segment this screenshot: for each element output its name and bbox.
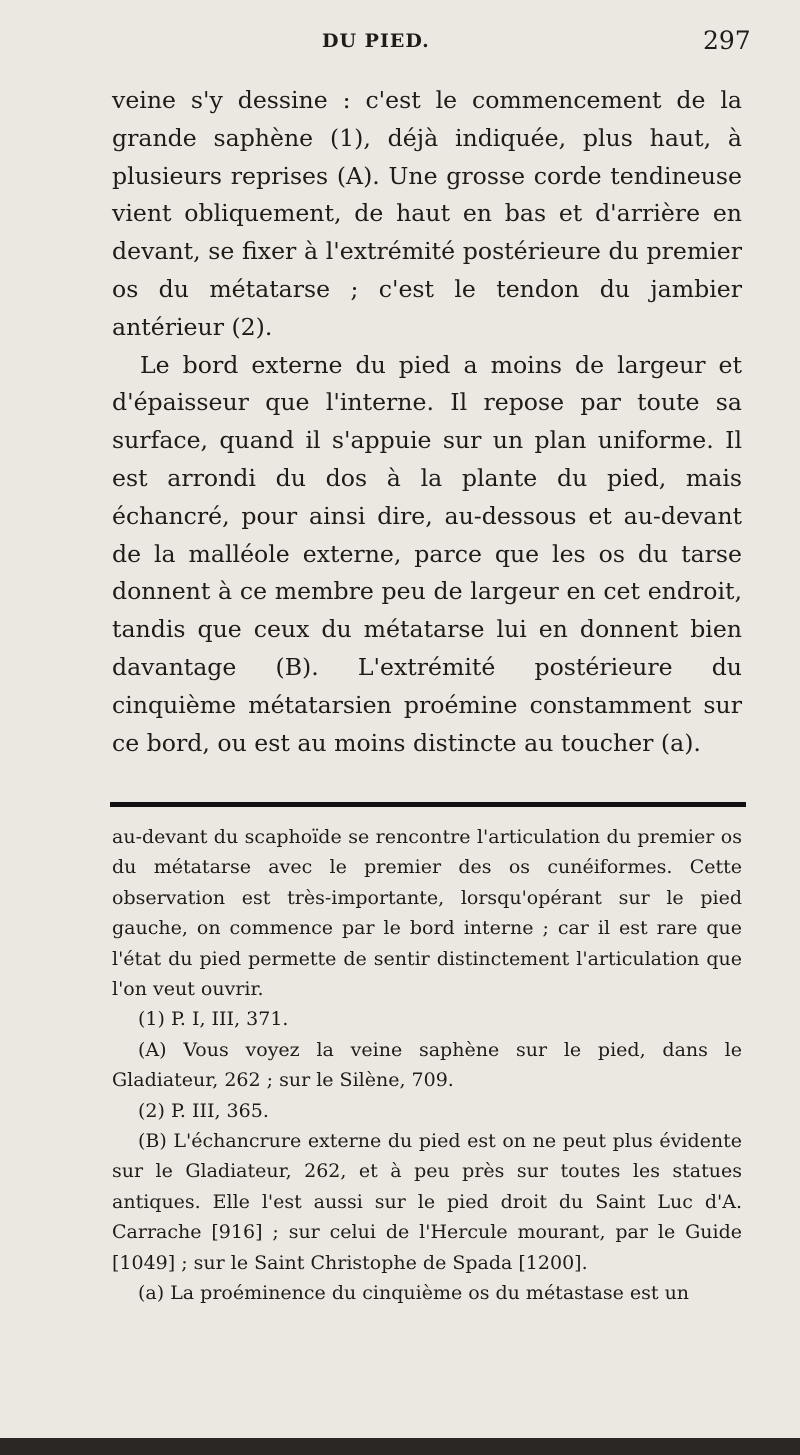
footnotes bbox=[112, 822, 742, 1309]
paragraph: Le bord externe du pied a moins de largeur et d'épaisseur que l'interne. Il repose par toute sa surface, quand il s'appuie sur un plan uniforme. Il est arrondi du dos à la plante du pied, mais échancré, pour ainsi dire, au-dessous et au-devant de la malléole externe, parce que les os du tarse donnent à ce membre peu de largeur en cet endroit, tandis que ceux du métatarse lui en donnent bien davantage (B). L'extrémité postérieure du cinquième métatarsien proémine constamment sur ce bord, ou est au moins distincte au toucher (a). bbox=[112, 350, 742, 757]
page-number: 297 bbox=[703, 26, 751, 55]
main-text bbox=[112, 82, 742, 762]
footnote-separator bbox=[110, 802, 746, 807]
footnote: au-devant du scaphoïde se rencontre l'articulation du premier os du métatarse avec le premier des os cunéiformes. Cette observation est très-importante, lorsqu'opérant sur le pied gauche, on commence par le bord interne ; car il est rare que l'état du pied permette de sentir distinctement l'articulation que l'on veut ouvrir. bbox=[112, 826, 742, 1001]
footnote: (2) P. III, 365. bbox=[138, 1099, 269, 1122]
footnote: (a) La proéminence du cinquième os du métastase est un bbox=[138, 1282, 690, 1305]
footnote: (B) L'échancrure externe du pied est on ne peut plus évidente sur le Gladiateur, 262, et à peu près sur toutes les statues antiques. Elle l'est aussi sur le pied droit du Saint Luc d'A. Carrache [916] ; sur celui de l'Hercule mourant, par le Guide [1049] ; sur le Saint Christophe de Spada [1200]. bbox=[112, 1130, 742, 1274]
footnote: (A) Vous voyez la veine saphène sur le pied, dans le Gladiateur, 262 ; sur le Silène, 709. bbox=[112, 1038, 742, 1092]
scan-edge bbox=[0, 1438, 800, 1455]
footnote: (1) P. I, III, 371. bbox=[138, 1008, 289, 1031]
page-header bbox=[0, 26, 800, 66]
paragraph: veine s'y dessine : c'est le commencement de la grande saphène (1), déjà indiquée, plus haut, à plusieurs reprises (A). Une grosse corde tendineuse vient obliquement, de haut en bas et d'arrière en devant, se fixer à l'extrémité postérieure du premier os du métatarse ; c'est le tendon du jambier antérieur (2). bbox=[112, 86, 742, 341]
running-head: DU PIED. bbox=[322, 30, 430, 52]
